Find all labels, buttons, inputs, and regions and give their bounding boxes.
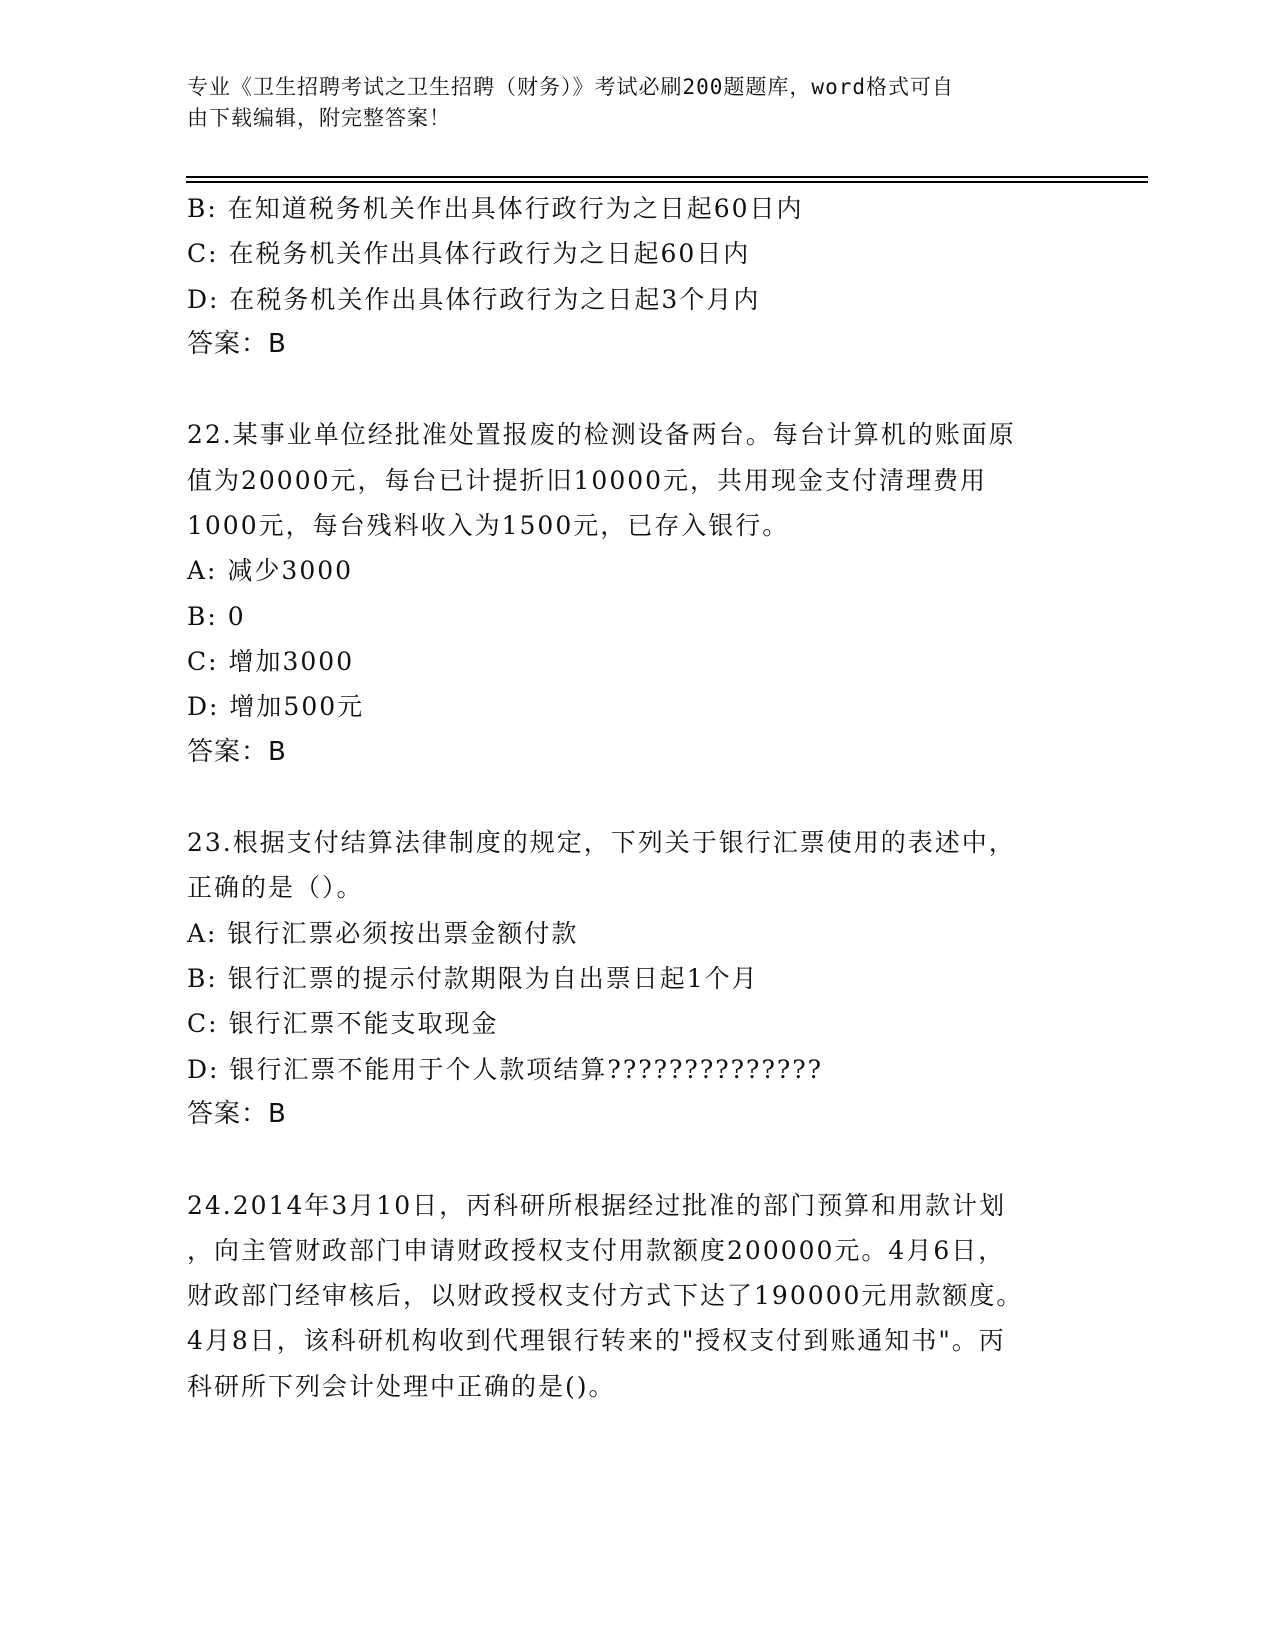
q21-option-d: D: 在税务机关作出具体行政行为之日起3个月内 [187, 284, 761, 314]
q22-option-d: D: 增加500元 [187, 692, 365, 722]
question-spacer [187, 1137, 1087, 1182]
question-spacer [187, 775, 1087, 820]
question-23 [187, 820, 1087, 1137]
q22-option-c: C: 增加3000 [187, 646, 355, 676]
q22-option-a: A: 减少3000 [187, 556, 354, 586]
header-line-1: 专业《卫生招聘考试之卫生招聘（财务）》考试必刷200题题库，word格式可自 [187, 75, 954, 99]
question-21-continued [187, 186, 1087, 367]
question-24 [187, 1183, 1087, 1409]
document-header [187, 72, 1067, 134]
q21-option-b: B: 在知道税务机关作出具体行政行为之日起60日内 [187, 194, 804, 223]
q24-stem-line-5: 科研所下列会计处理中正确的是()。 [187, 1371, 616, 1401]
q24-stem-line-1: 24.2014年3月10日，丙科研所根据经过批准的部门预算和用款计划 [187, 1190, 1007, 1220]
q22-stem-line-1: 22.某事业单位经批准处置报废的检测设备两台。每台计算机的账面原 [187, 420, 1016, 450]
q22-stem-line-3: 1000元，每台残料收入为1500元，已存入银行。 [187, 511, 790, 541]
q24-stem-line-2: ，向主管财政部门申请财政授权支付用款额度200000元。4月6日， [187, 1235, 1006, 1265]
q23-option-a: A: 银行汇票必须按出票金额付款 [187, 918, 579, 948]
q21-answer: 答案：B [187, 328, 287, 359]
header-line-2: 由下载编辑，附完整答案！ [187, 106, 451, 130]
q23-option-c: C: 银行汇票不能支取现金 [187, 1009, 499, 1039]
q21-option-c: C: 在税务机关作出具体行政行为之日起60日内 [187, 239, 751, 269]
q23-stem-line-2: 正确的是（）。 [187, 873, 364, 903]
q23-option-b: B: 银行汇票的提示付款期限为自出票日起1个月 [187, 964, 759, 994]
question-22 [187, 412, 1087, 774]
q23-stem-line-1: 23.根据支付结算法律制度的规定，下列关于银行汇票使用的表述中， [187, 828, 1016, 858]
question-spacer [187, 367, 1087, 412]
q23-answer: 答案：B [187, 1098, 287, 1129]
q23-option-d: D: 银行汇票不能用于个人款项结算?????????????? [187, 1054, 824, 1084]
q22-option-b: B: 0 [187, 601, 246, 631]
question-list [187, 186, 1087, 1409]
q24-stem-line-4: 4月8日，该科研机构收到代理银行转来的"授权支付到账通知书"。丙 [187, 1326, 1006, 1356]
q22-stem-line-2: 值为20000元，每台已计提折旧10000元，共用现金支付清理费用 [187, 465, 988, 495]
q24-stem-line-3: 财政部门经审核后，以财政授权支付方式下达了190000元用款额度。 [187, 1281, 1024, 1311]
header-divider-top [186, 176, 1148, 178]
q22-answer: 答案：B [187, 736, 287, 767]
header-divider-bottom [186, 181, 1148, 183]
